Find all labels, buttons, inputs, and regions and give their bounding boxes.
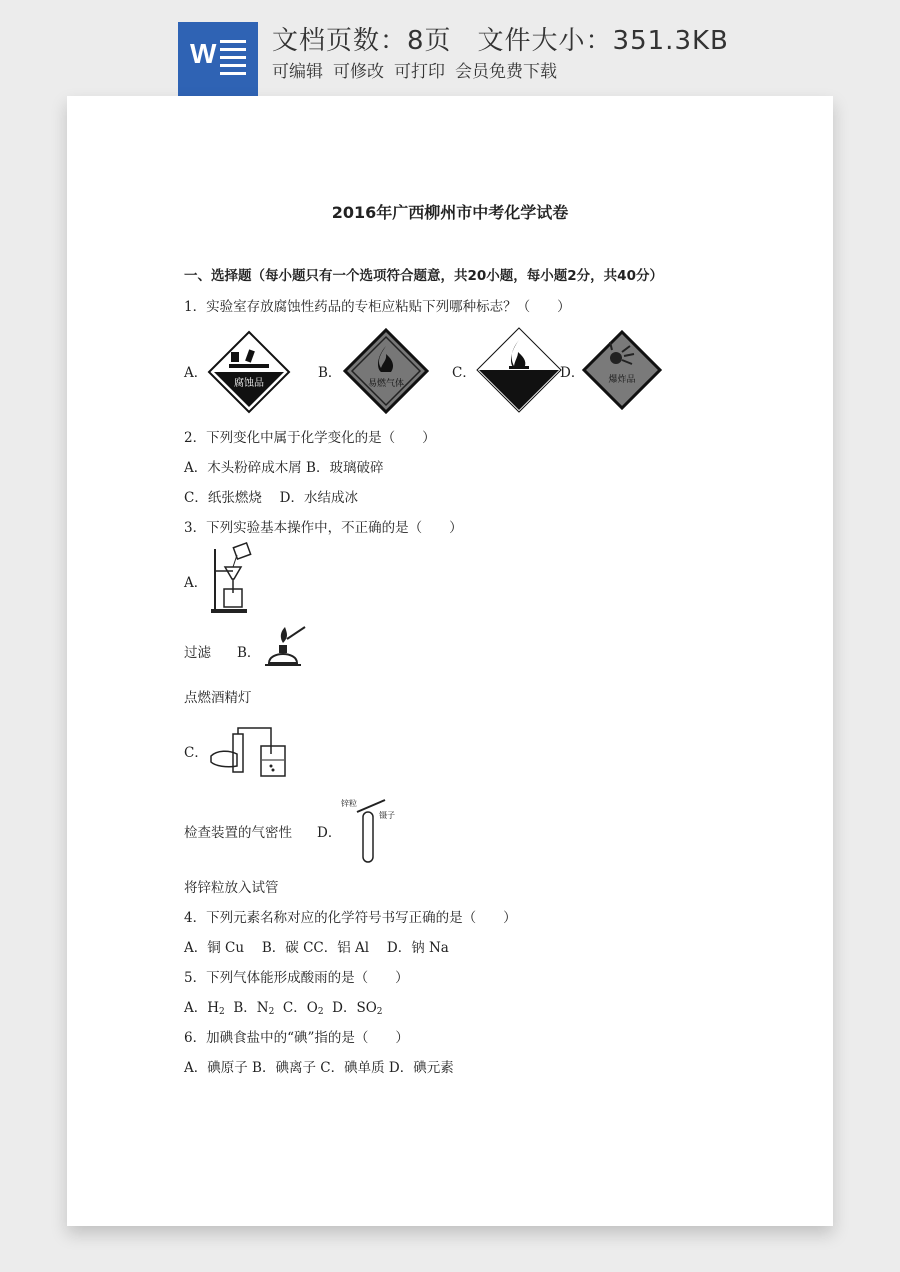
q3-option-b-label: B． [237, 645, 261, 661]
feature-modifiable: 可修改 [333, 62, 384, 82]
page-count: 文档页数：8页 [272, 26, 452, 56]
q3-option-a-text: 过滤 [184, 645, 211, 661]
airtightness-check-apparatus-icon [207, 726, 307, 782]
feature-editable: 可编辑 [272, 62, 323, 82]
question-3-stem: 3．下列实验基本操作中，不正确的是（ ） [184, 520, 463, 536]
feature-member-download: 会员免费下载 [455, 62, 557, 82]
question-2-options-line1: A．木头粉碎成木屑 B．玻璃破碎 [184, 460, 384, 476]
q1-option-b-label: B． [318, 365, 342, 381]
page-content [67, 96, 833, 1226]
question-5-options [184, 996, 383, 1017]
explosive-sign-text: 爆炸品 [608, 375, 636, 385]
q3-option-d-label: D． [317, 825, 342, 841]
q1-option-d-label: D． [560, 365, 585, 381]
zinc-test-tube-apparatus-icon [339, 796, 409, 868]
file-size: 文件大小：351.3KB [477, 26, 729, 56]
word-icon-lines [220, 40, 246, 80]
word-icon-letter: W [190, 38, 217, 69]
document-meta [272, 20, 729, 57]
q3-option-c-label: C． [184, 745, 208, 761]
document-features [272, 57, 557, 82]
question-2-stem: 2．下列变化中属于化学变化的是（ ） [184, 430, 436, 446]
tweezers-label: 镊子 [379, 811, 395, 820]
document-page [67, 96, 833, 1226]
question-4-stem: 4．下列元素名称对应的化学符号书写正确的是（ ） [184, 910, 517, 926]
question-5-stem: 5．下列气体能形成酸雨的是（ ） [184, 970, 409, 986]
alcohol-lamp-icon [261, 623, 309, 671]
zinc-granule-label: 锌粒 [341, 799, 357, 808]
document-info-banner [0, 0, 900, 96]
exam-title: 2016年广西柳州市中考化学试卷 [331, 203, 569, 222]
q1-option-c-label: C． [452, 365, 476, 381]
section-heading: 一、选择题（每小题只有一个选项符合题意，共20小题，每小题2分，共40分） [184, 268, 663, 284]
q5-option-d: D．$SO_2$ [332, 1000, 383, 1017]
feature-printable: 可打印 [394, 62, 445, 82]
q3-option-a-label: A． [184, 575, 208, 591]
q3-option-d-text: 将锌粒放入试管 [184, 880, 279, 896]
question-1-stem: 1．实验室存放腐蚀性药品的专柜应粘贴下列哪种标志？（ ） [184, 299, 571, 315]
filtration-apparatus-icon [207, 541, 257, 615]
question-6-options: A．碘原子 B．碘离子 C．碘单质 D．碘元素 [184, 1060, 454, 1076]
explosive-sign-icon [582, 330, 662, 410]
q1-option-a-label: A． [184, 365, 208, 381]
question-4-options: A．铜 Cu B．碳 CC．铝 Al D．钠 Na [184, 940, 449, 956]
question-6-stem: 6．加碘食盐中的“碘”指的是（ ） [184, 1030, 409, 1046]
flammable-liquid-sign-icon [475, 326, 563, 414]
q5-option-a: A．$H_2$ [184, 1000, 225, 1017]
corrosive-sign-icon [207, 330, 291, 414]
flammable-gas-sign-text: 易燃气体 [367, 379, 405, 389]
q5-option-b: B．$N_2$ [233, 1000, 275, 1017]
word-document-icon [178, 22, 258, 96]
flammable-gas-sign-icon [343, 328, 429, 414]
question-2-options-line2: C．纸张燃烧 D．水结成冰 [184, 490, 358, 506]
q3-option-c-text: 检查装置的气密性 [184, 825, 292, 841]
q3-option-b-text: 点燃酒精灯 [184, 690, 252, 706]
corrosive-sign-text: 腐蚀品 [234, 378, 264, 389]
q5-option-c: C．$O_2$ [282, 1000, 324, 1017]
